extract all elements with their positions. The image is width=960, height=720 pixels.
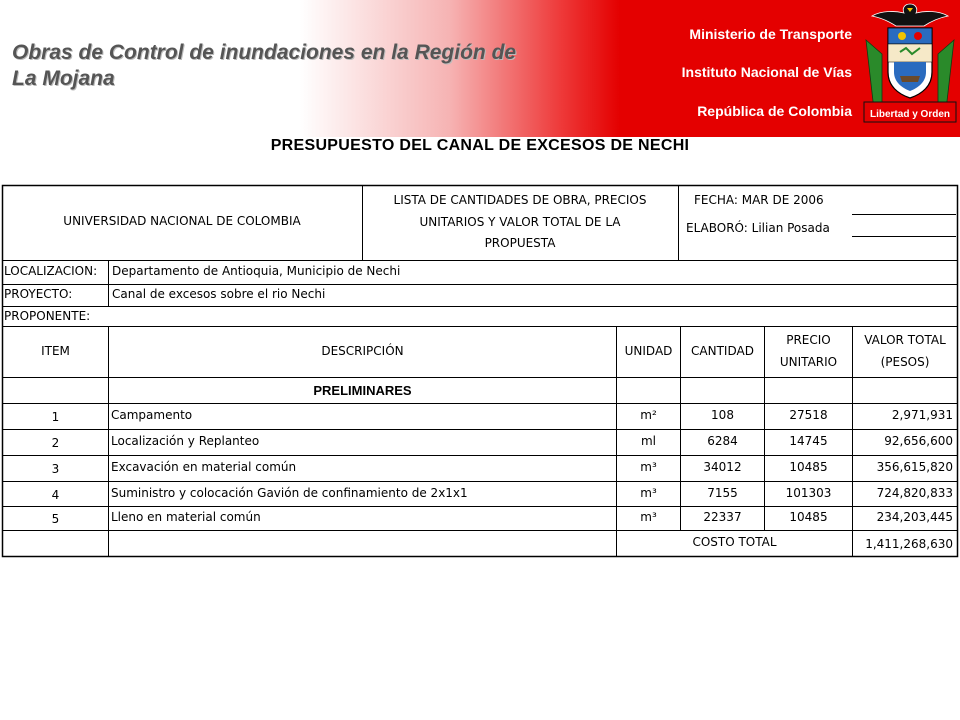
table-row-unidad: m³: [640, 460, 657, 474]
table-row-unidad: m³: [640, 510, 657, 524]
localizacion-value: Departamento de Antioquia, Municipio de Nechi: [112, 264, 401, 278]
table-row-precio: 101303: [785, 486, 832, 500]
col-header-cantidad: CANTIDAD: [691, 344, 754, 358]
list-title-line-1: LISTA DE CANTIDADES DE OBRA, PRECIOS: [393, 193, 647, 207]
col-header-precio-1: PRECIO: [786, 333, 831, 347]
institution-republic: República de Colombia: [697, 103, 852, 119]
table-row-descripcion: Lleno en material común: [111, 510, 261, 524]
page-title: Obras de Control de inundaciones en la Región de La Mojana: [12, 41, 517, 90]
table-row-valor: 234,203,445: [876, 510, 953, 524]
col-header-valor-2: (PESOS): [880, 355, 930, 369]
proyecto-value: Canal de excesos sobre el rio Nechi: [112, 287, 326, 301]
table-row-valor: 2,971,931: [891, 408, 953, 422]
document-subtitle: PRESUPUESTO DEL CANAL DE EXCESOS DE NECHI: [270, 137, 690, 154]
table-row-item: 5: [51, 512, 60, 526]
total-label: COSTO TOTAL: [692, 535, 777, 549]
col-header-item: ITEM: [41, 344, 70, 358]
table-row-valor: 724,820,833: [876, 486, 953, 500]
table-row-item: 2: [51, 436, 60, 450]
table-row-cantidad: 7155: [707, 486, 738, 500]
table-row-unidad: ml: [640, 434, 657, 448]
table-row-cantidad: 108: [711, 408, 734, 422]
localizacion-label: LOCALIZACION:: [4, 264, 98, 278]
table-row-precio: 14745: [789, 434, 828, 448]
table-row-descripcion: Localización y Replanteo: [111, 434, 260, 448]
section-preliminares: PRELIMINARES: [313, 383, 412, 398]
crest-motto: Libertad y Orden: [869, 109, 951, 120]
table-row-valor: 356,615,820: [876, 460, 953, 474]
col-header-precio-2: UNITARIO: [779, 355, 838, 369]
total-value: 1,411,268,630: [865, 537, 953, 551]
proyecto-label: PROYECTO:: [4, 287, 73, 301]
table-row-cantidad: 34012: [703, 460, 742, 474]
table-row-item: 4: [51, 488, 60, 502]
col-header-valor-1: VALOR TOTAL: [864, 333, 946, 347]
list-title-line-2: UNITARIOS Y VALOR TOTAL DE LA: [419, 215, 621, 229]
proponente-label: PROPONENTE:: [4, 309, 91, 323]
institution-invias: Instituto Nacional de Vías: [681, 64, 852, 80]
table-row-cantidad: 6284: [707, 434, 738, 448]
table-row-item: 3: [51, 462, 60, 476]
table-row-item: 1: [51, 410, 60, 424]
table-row-valor: 92,656,600: [884, 434, 953, 448]
col-header-unidad: UNIDAD: [624, 344, 673, 358]
table-row-precio: 10485: [789, 460, 828, 474]
table-row-unidad: m³: [640, 486, 657, 500]
colombia-coat-of-arms: [860, 0, 960, 134]
list-title-line-3: PROPUESTA: [484, 236, 556, 250]
institution-ministry: Ministerio de Transporte: [689, 26, 852, 42]
fecha-label: FECHA: MAR DE 2006: [694, 193, 824, 207]
table-row-descripcion: Campamento: [111, 408, 193, 422]
table-row-unidad: m²: [640, 408, 657, 422]
table-row-descripcion: Suministro y colocación Gavión de confinamiento de 2x1x1: [111, 486, 468, 500]
table-row-descripcion: Excavación en material común: [111, 460, 297, 474]
col-header-descripcion: DESCRIPCIÓN: [321, 344, 404, 358]
shield-icon: [888, 28, 932, 98]
table-row-precio: 27518: [789, 408, 828, 422]
table-row-cantidad: 22337: [703, 510, 742, 524]
university-name: UNIVERSIDAD NACIONAL DE COLOMBIA: [63, 214, 301, 228]
elaboro-label: ELABORÓ: Lilian Posada: [686, 221, 830, 235]
table-row-precio: 10485: [789, 510, 828, 524]
